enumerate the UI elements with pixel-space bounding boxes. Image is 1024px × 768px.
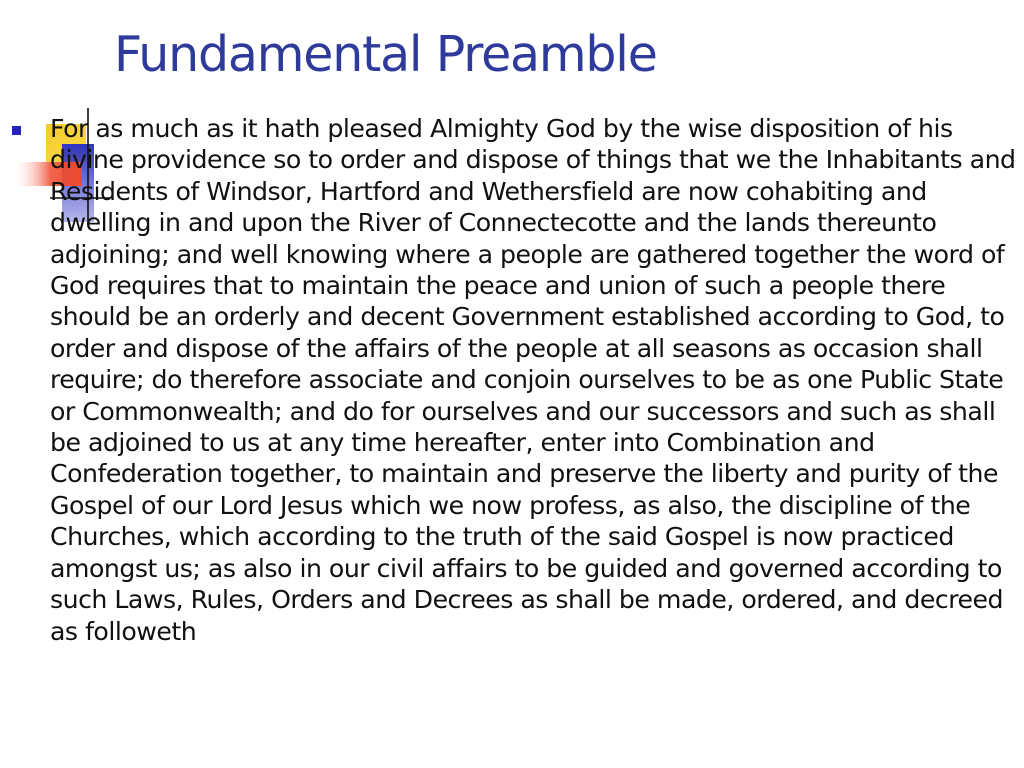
slide-title: Fundamental Preamble [114, 26, 657, 83]
preamble-paragraph: For as much as it hath pleased Almighty God by the wise disposition of his divine providence so to order and dispose of things that we the Inhabitants and Residents of Windsor, Hartford and Wethersfield are now cohabiting and dwelling in and upon the River of Connectecotte and the lands thereunto adjoining; and well knowing where a people are gathered together the word of God requires that to maintain the peace and union of such a people there should be an orderly and decent Government established according to God, to order and dispose of the affairs of the people at all seasons as occasion shall require; do therefore associate and conjoin ourselves to be as one Public State or Commonwealth; and do for ourselves and our successors and such as shall be adjoined to us at any time hereafter, enter into Combination and Confederation together, to maintain and preserve the liberty and purity of the Gospel of our Lord Jesus which we now profess, as also, the discipline of the Churches, which according to the truth of the said Gospel is now practiced amongst us; as also in our civil affairs to be guided and governed according to such Laws, Rules, Orders and Decrees as shall be made, ordered, and decreed as followeth [50, 114, 1016, 646]
bullet-marker-icon [12, 126, 21, 135]
